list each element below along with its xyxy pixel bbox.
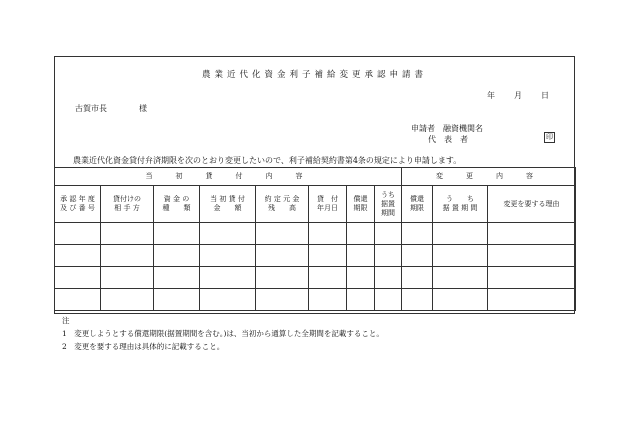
table-cell[interactable] <box>488 267 576 289</box>
table-cell[interactable] <box>375 289 402 311</box>
table-cell[interactable] <box>402 245 433 267</box>
table-cell[interactable] <box>402 267 433 289</box>
table-cell[interactable] <box>433 245 488 267</box>
col-principal-balance: 約 定 元 金 残 高 <box>256 186 309 223</box>
table-cell[interactable] <box>101 223 154 245</box>
table-cell[interactable] <box>200 245 256 267</box>
table-cell[interactable] <box>347 267 375 289</box>
application-statement: 農業近代化資金貸付弁済期限を次のとおり変更したいので、利子補給契約書第4条の規定により申請します。 <box>73 156 462 165</box>
table-cell[interactable] <box>488 245 576 267</box>
form-title: 農業近代化資金利子補給変更承認申請書 <box>201 70 427 80</box>
table-cell[interactable] <box>256 223 309 245</box>
col-new-repayment-term: 償還 期限 <box>402 186 433 223</box>
col-loan-date: 貸 付 年月日 <box>309 186 347 223</box>
col-grace-period: うち 据置 期間 <box>375 186 402 223</box>
notes-heading: 注 <box>62 316 70 325</box>
table-cell[interactable] <box>154 289 200 311</box>
col-borrower: 貸付けの 相 手 方 <box>101 186 154 223</box>
table-cell[interactable] <box>55 267 101 289</box>
addressee: 古賀市長 様 <box>75 104 147 113</box>
section-initial-header: 当 初 貸 付 内 容 <box>55 168 402 186</box>
table-cell[interactable] <box>256 267 309 289</box>
table-cell[interactable] <box>256 245 309 267</box>
table-cell[interactable] <box>101 289 154 311</box>
table-cell[interactable] <box>200 289 256 311</box>
col-fund-type: 資 金 の 種 類 <box>154 186 200 223</box>
notes <box>62 314 384 353</box>
table-cell[interactable] <box>375 223 402 245</box>
date-line: 年 月 日 <box>487 91 550 100</box>
table-cell[interactable] <box>433 223 488 245</box>
table-cell[interactable] <box>375 267 402 289</box>
table-cell[interactable] <box>375 245 402 267</box>
table-row <box>55 289 576 311</box>
note-item-2: 2 変更を要する理由は具体的に記載すること。 <box>62 342 225 351</box>
table-cell[interactable] <box>200 223 256 245</box>
applicant-block <box>411 123 483 145</box>
table-cell[interactable] <box>256 289 309 311</box>
table-cell[interactable] <box>488 289 576 311</box>
table-cell[interactable] <box>309 245 347 267</box>
table-cell[interactable] <box>101 245 154 267</box>
table-row <box>55 245 576 267</box>
col-new-grace-period: う ち 据 置 期 間 <box>433 186 488 223</box>
applicant-institution-label: 申請者 融資機関名 <box>411 124 483 133</box>
table-cell[interactable] <box>55 245 101 267</box>
seal-mark: 印 <box>546 133 553 141</box>
table-cell[interactable] <box>154 267 200 289</box>
table-cell[interactable] <box>402 289 433 311</box>
table-cell[interactable] <box>101 267 154 289</box>
table-cell[interactable] <box>154 223 200 245</box>
table-row <box>55 267 576 289</box>
table-cell[interactable] <box>347 289 375 311</box>
table-cell[interactable] <box>488 223 576 245</box>
table-cell[interactable] <box>347 223 375 245</box>
col-repayment-term: 償還 期限 <box>347 186 375 223</box>
table-cell[interactable] <box>309 267 347 289</box>
table-cell[interactable] <box>347 245 375 267</box>
loan-table <box>54 167 576 311</box>
table-cell[interactable] <box>55 223 101 245</box>
applicant-representative-label: 代 表 者 <box>428 135 468 144</box>
table-row <box>55 223 576 245</box>
table-cell[interactable] <box>402 223 433 245</box>
note-item-1: 1 変更しようとする償還期限(据置期間を含む。)は、当初から通算した全期間を記載すること。 <box>62 329 384 338</box>
col-initial-amount: 当 初 貸 付 金 額 <box>200 186 256 223</box>
col-change-reason: 変更を要する理由 <box>488 186 576 223</box>
section-change-header: 変 更 内 容 <box>402 168 576 186</box>
table-cell[interactable] <box>200 267 256 289</box>
table-cell[interactable] <box>309 289 347 311</box>
table-cell[interactable] <box>433 267 488 289</box>
table-cell[interactable] <box>154 245 200 267</box>
col-approval-year: 承 認 年 度 及 び 番 号 <box>55 186 101 223</box>
table-cell[interactable] <box>309 223 347 245</box>
table-cell[interactable] <box>55 289 101 311</box>
table-cell[interactable] <box>433 289 488 311</box>
application-form <box>54 56 575 314</box>
